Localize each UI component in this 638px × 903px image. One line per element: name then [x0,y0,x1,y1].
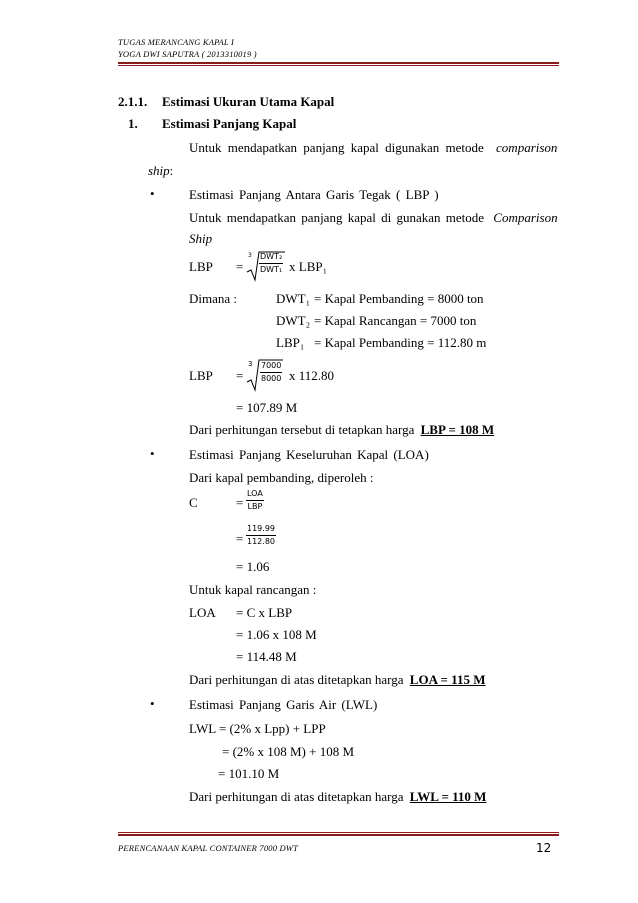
lbp-calc-fraction [260,362,282,383]
footer-rule [118,834,559,836]
footer-title: PERENCANAAN KAPAL CONTAINER 7000 DWT [118,843,299,853]
intro-colon: : [169,163,174,178]
loa-desc: Dari kapal pembanding, diperoleh : [189,470,374,485]
lbp-frac-num: DWT₂ [259,253,283,264]
def-text-1: = Kapal Pembanding = 8000 ton [314,291,484,306]
lbp-formula-eq: = [236,259,244,274]
loa-step: = 1.06 x 108 M [236,627,317,642]
lbp-conclusion-text: Dari perhitungan tersebut di tetapkan harga [189,422,415,437]
def-sym-2: DWT₂ [276,313,311,328]
loa-title: Estimasi Panjang Keseluruhan Kapal (LOA) [189,447,429,462]
c2-fraction [246,525,276,546]
loa-conclusion [189,673,485,686]
def-sym-1: DWT₁ [276,291,311,306]
loa-result: = 114.48 M [236,649,297,664]
footer-rule-thin [118,832,559,833]
c-frac-den: LBP [247,502,263,511]
calc-frac-den: 8000 [261,374,282,383]
lbp-formula-rhs: x LBP₁ [289,259,328,274]
lbp-title: Estimasi Panjang Antara Garis Tegak ( LBP ) [189,187,439,202]
lwl-conclusion-text: Dari perhitungan di atas ditetapkan harga [189,789,404,804]
lbp-conclusion-value: LBP = 108 M [420,422,495,437]
calc-frac-num: 7000 [260,362,282,373]
c-eq: = [236,495,244,510]
loa-formula: = C x LBP [236,605,293,620]
subsection-number: 1. [128,116,138,131]
lbp-desc-text: Untuk mendapatkan panjang kapal di gunakan metode [189,210,485,225]
c-frac-num: LOA [246,490,264,501]
c-lhs: C [189,495,198,510]
lbp-desc [189,211,558,224]
lbp-calc-eq: = [236,368,244,383]
c-result: = 1.06 [236,559,270,574]
dimana-label: Dimana : [189,291,238,306]
lbp-desc-ship: Ship [189,231,213,246]
header-rule-thin [118,65,559,66]
def-sym-3: LBP₁ [276,335,305,350]
intro-paragraph [189,140,558,155]
section-title: Estimasi Ukuran Utama Kapal [162,94,335,109]
def-text-3: = Kapal Pembanding = 112.80 m [314,335,487,350]
loa-conclusion-value: LOA = 115 M [409,672,486,687]
intro-line2 [148,164,173,177]
lwl-conclusion [189,790,486,803]
section-number: 2.1.1. [118,94,148,109]
loa-lhs: LOA [189,605,216,620]
c2-eq: = [236,531,244,546]
header-rule [118,62,559,64]
calc-root-index: 3 [248,360,253,368]
lbp-conclusion [189,423,494,436]
bullet-loa: • [150,446,155,461]
intro-text: Untuk mendapatkan panjang kapal digunakan metode [189,140,484,155]
c2-frac-den: 112.80 [247,537,275,546]
lbp-fraction [259,253,283,274]
bullet-lwl: • [150,696,155,711]
intro-ship: ship [148,163,170,178]
bullet-lbp: • [150,186,155,201]
lbp-frac-den: DWT₁ [260,265,283,274]
loa-rancangan: Untuk kapal rancangan : [189,582,317,597]
intro-italic: comparison [496,140,558,155]
header-title: TUGAS MERANCANG KAPAL I [118,37,234,47]
lwl-step: = (2% x 108 M) + 108 M [222,744,355,759]
lwl-conclusion-value: LWL = 110 M [409,789,487,804]
lbp-result: = 107.89 M [236,400,298,415]
loa-conclusion-text: Dari perhitungan di atas ditetapkan harga [189,672,404,687]
lbp-calc-lhs: LBP [189,368,213,383]
lbp-formula-lhs: LBP [189,259,213,274]
c-fraction [246,490,264,511]
root-index: 3 [248,252,252,259]
lwl-title: Estimasi Panjang Garis Air (LWL) [189,697,378,712]
lbp-calc-rhs: x 112.80 [289,368,335,383]
c2-frac-num: 119.99 [246,525,276,536]
page-number: 12 [536,841,552,855]
header-author: YOGA DWI SAPUTRA ( 2013310019 ) [118,49,257,59]
lbp-desc-italic: Comparison [493,210,558,225]
lwl-formula: LWL = (2% x Lpp) + LPP [189,721,326,736]
subsection-title: Estimasi Panjang Kapal [162,116,297,131]
def-text-2: = Kapal Rancangan = 7000 ton [314,313,477,328]
lwl-result: = 101.10 M [218,766,280,781]
